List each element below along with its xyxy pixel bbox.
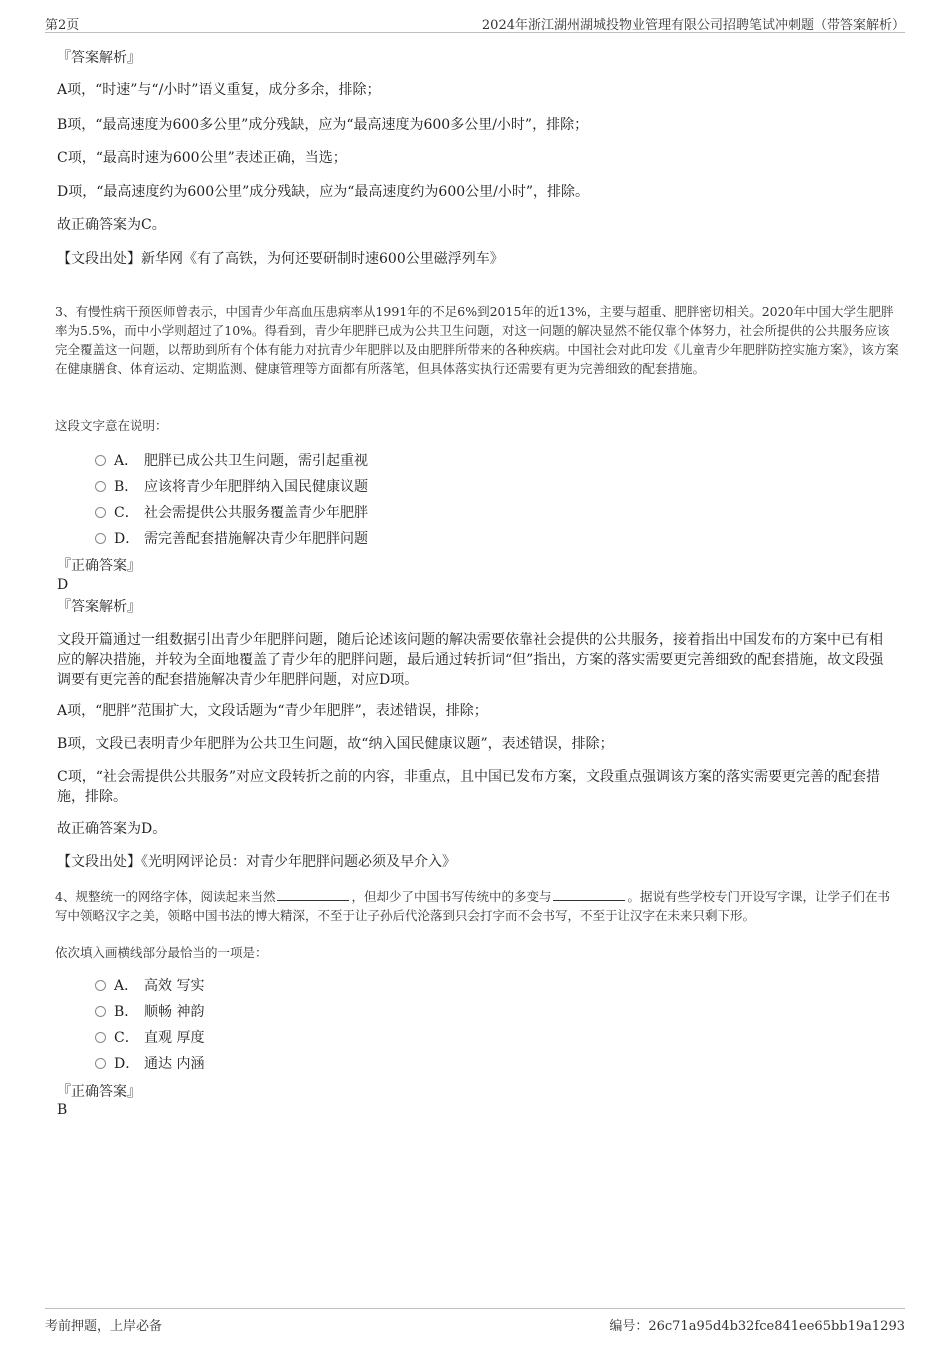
radio-icon[interactable] [95, 507, 106, 518]
q3-option-b[interactable]: B． 应该将青少年肥胖纳入国民健康议题 [95, 477, 368, 497]
q3-answer: D [57, 577, 69, 593]
document-title: 2024年浙江湖州湖城投物业管理有限公司招聘笔试冲刺题（带答案解析） [481, 18, 905, 33]
q3-answer-label: 『正确答案』 [57, 558, 141, 574]
q3-analysis-line: A项，“肥胖”范围扩大，文段话题为“青少年肥胖”，表述错误，排除； [57, 703, 488, 719]
radio-icon[interactable] [95, 1006, 106, 1017]
radio-icon[interactable] [95, 1058, 106, 1069]
fill-blank-1 [277, 889, 349, 901]
q4-option-a[interactable]: A． 高效 写实 [95, 976, 204, 996]
q4-answer: B [57, 1102, 68, 1118]
q4-option-d[interactable]: D． 通达 内涵 [95, 1054, 204, 1074]
fill-blank-2 [553, 889, 625, 901]
radio-icon[interactable] [95, 533, 106, 544]
q3-analysis-line: B项，文段已表明青少年肥胖为公共卫生问题，故“纳入国民健康议题”，表述错误，排除； [57, 736, 614, 752]
q4-stem: 4、规整统一的网络字体，阅读起来当然 ，但却少了中国书写传统中的多变与 。据说有些学校专门开设写字课，让学子们在书写中领略汉字之美，领略中国书法的博大精深，不至于让子孙后代沦落到只会打字而不会书写，不至于让汉字在未来只剩下形。 [55, 889, 890, 923]
footer-serial: 编号：26c71a95d4b32fce841ee65bb19a1293 [609, 1319, 905, 1334]
q3-option-d[interactable]: D． 需完善配套措施解决青少年肥胖问题 [95, 529, 368, 549]
radio-icon[interactable] [95, 1032, 106, 1043]
q2-analysis-label: 『答案解析』 [57, 50, 141, 66]
radio-icon[interactable] [95, 980, 106, 991]
q3-option-c[interactable]: C． 社会需提供公共服务覆盖青少年肥胖 [95, 503, 368, 523]
footer-slogan: 考前押题，上岸必备 [45, 1319, 163, 1334]
q2-source: 【文段出处】新华网《有了高铁，为何还要研制时速600公里磁浮列车》 [57, 251, 504, 267]
q3-prompt: 这段文字意在说明： [55, 418, 168, 433]
q2-analysis-line: C项，“最高时速为600公里”表述正确，当选； [57, 150, 347, 166]
q2-analysis-line: D项，“最高速度约为600公里”成分残缺，应为“最高速度约为600公里/小时”，排除。 [57, 184, 590, 200]
q3-stem: 3、有慢性病干预医师曾表示，中国青少年高血压患病率从1991年的不足6%到2015年的近13%，主要与超重、肥胖密切相关。2020年中国大学生肥胖率为5.5%，而中小学则超过了10%。得看到，青少年肥胖已成为公共卫生问题，对这一问题的解决显然不能仅靠个体努力，社会所提供的公共服务应该完全覆盖这一问题，以帮助到所有个体有能力对抗青少年肥胖以及由肥胖所带来的各种疾病。中国社会对此印发《儿童青少年肥胖防控实施方案》，该方案在健康膳食、体育运动、定期监测、健康管理等方面都有所落笔，但具体落实执行还需要有更为完善细致的配套措施。 [55, 304, 899, 376]
radio-icon[interactable] [95, 481, 106, 492]
q3-conclusion: 故正确答案为D。 [57, 821, 167, 837]
q3-analysis-line: C项，“社会需提供公共服务”对应文段转折之前的内容，非重点，且中国已发布方案，文段重点强调该方案的落实需要更完善的配套措施，排除。 [57, 769, 881, 805]
q2-analysis-line: B项，“最高速度为600多公里”成分残缺，应为“最高速度为600多公里/小时”，排除； [57, 117, 589, 133]
q4-option-b[interactable]: B． 顺畅 神韵 [95, 1002, 204, 1022]
page-header [45, 12, 905, 33]
page-footer [45, 1308, 905, 1334]
q3-analysis-paragraph: 文段开篇通过一组数据引出青少年肥胖问题，随后论述该问题的解决需要依靠社会提供的公共服务，接着指出中国发布的方案中已有相应的解决措施，并较为全面地覆盖了青少年的肥胖问题，最后通过转折词“但”指出，方案的落实需要更完善细致的配套措施，故文段强调要有更完善的配套措施解决青少年肥胖问题，对应D项。 [57, 632, 884, 688]
q3-option-a[interactable]: A． 肥胖已成公共卫生问题，需引起重视 [95, 451, 368, 471]
q2-conclusion: 故正确答案为C。 [57, 217, 166, 233]
q4-answer-label: 『正确答案』 [57, 1084, 141, 1100]
q4-option-c[interactable]: C． 直观 厚度 [95, 1028, 204, 1048]
q3-analysis-label: 『答案解析』 [57, 599, 141, 615]
q2-analysis-line: A项，“时速”与“/小时”语义重复，成分多余，排除； [57, 82, 381, 98]
q3-source: 【文段出处】《光明网评论员：对青少年肥胖问题必须及早介入》 [57, 854, 456, 870]
radio-icon[interactable] [95, 455, 106, 466]
q4-prompt: 依次填入画横线部分最恰当的一项是： [55, 945, 268, 960]
page-number: 第2页 [45, 18, 80, 33]
